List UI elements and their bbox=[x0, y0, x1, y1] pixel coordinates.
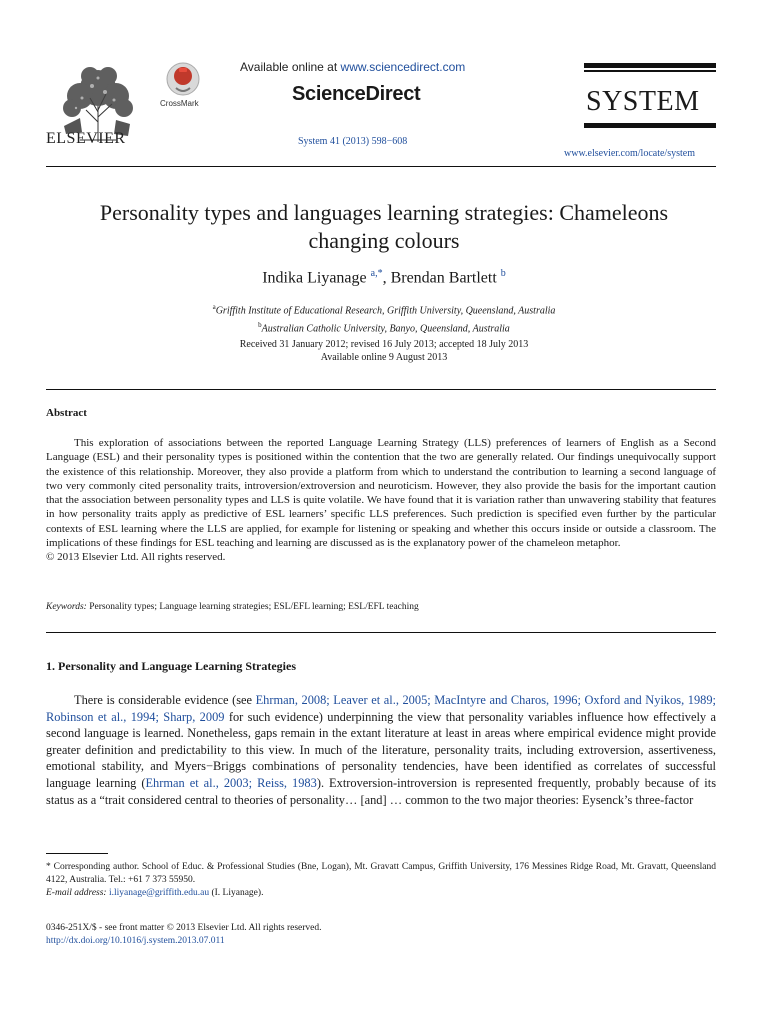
crossmark-icon[interactable] bbox=[166, 62, 200, 96]
article-title-line2: changing colours bbox=[308, 228, 460, 253]
email-label: E-mail address: bbox=[46, 888, 107, 898]
keywords-divider bbox=[46, 632, 716, 633]
crossmark-label: CrossMark bbox=[160, 99, 199, 108]
issn-line: 0346-251X/$ - see front matter © 2013 Elsevier Ltd. All rights reserved. bbox=[46, 923, 322, 933]
paragraph-text-2: for such evidence) underpinning the view that personality variables influence how effectively a second language is learned. Nonetheless, gaps remain in the extant literature at least in areas where empirical evidence might provide greater definition and predictability to this view. In much of the literature, personality traits, including extroversion, assertiveness, emotional stability, and Myers−Briggs combinations of personality tendencies, have been identified as correlates of successful language learning ( bbox=[46, 709, 716, 790]
journal-rule-bottom bbox=[584, 123, 716, 128]
journal-rule-top bbox=[584, 63, 716, 68]
author-1: Indika Liyanage bbox=[262, 269, 367, 287]
footnote-rule bbox=[46, 853, 108, 854]
email-suffix: (I. Liyanage). bbox=[209, 888, 264, 898]
author-2-affiliation-marker[interactable]: b bbox=[500, 268, 506, 279]
section-heading: 1. Personality and Language Learning Strategies bbox=[46, 659, 297, 673]
journal-title: SYSTEM bbox=[586, 86, 700, 117]
author-separator: , bbox=[382, 269, 391, 287]
affiliation-a-marker: a bbox=[212, 303, 216, 311]
affiliation-a-text: Griffith Institute of Educational Research, Griffith University, Queensland, Australia bbox=[215, 305, 556, 317]
email-link[interactable]: i.liyanage@griffith.edu.au bbox=[108, 888, 210, 898]
corresponding-author-note: * Corresponding author. School of Educ. & Professional Studies (Bne, Logan), Mt. Gravatt Campus, Griffith University, 176 Messines Ridge Road, Mt. Gravatt, Queensland 4122, Australia. Tel.: +61 7 373 55950. bbox=[46, 862, 716, 885]
footnote-block bbox=[46, 861, 716, 900]
affiliations bbox=[46, 300, 722, 337]
author-1-affiliation-marker[interactable]: a,* bbox=[370, 268, 383, 279]
affiliation-b bbox=[46, 318, 722, 336]
publisher-name: ELSEVIER bbox=[46, 130, 126, 147]
available-online-line bbox=[240, 60, 465, 74]
article-title bbox=[46, 199, 722, 255]
article-title-line1: Personality types and languages learning strategies: Chameleons bbox=[99, 200, 669, 225]
journal-citation-link[interactable]: System 41 (2013) 598−608 bbox=[298, 136, 408, 147]
abstract-body bbox=[46, 436, 716, 565]
received-dates: Received 31 January 2012; revised 16 July 2013; accepted 18 July 2013 bbox=[239, 339, 529, 350]
email-line bbox=[46, 887, 716, 900]
paragraph-text-3: ). Extroversion-introversion is represented frequently, probably because of its status as a “trait considered central to theories of personality… [and] … common to the two major theories: Eysenck’s three-factor bbox=[46, 775, 717, 807]
author-list bbox=[46, 268, 722, 287]
affiliation-a bbox=[46, 300, 722, 318]
doi-link[interactable]: http://dx.doi.org/10.1016/j.system.2013.07.011 bbox=[46, 936, 225, 946]
available-online-date: Available online 9 August 2013 bbox=[320, 352, 448, 363]
sciencedirect-wordmark: ScienceDirect bbox=[292, 83, 421, 105]
sciencedirect-link[interactable]: www.sciencedirect.com bbox=[340, 60, 466, 74]
citation-link-group-2[interactable]: Ehrman et al., 2003; Reiss, 1983 bbox=[145, 775, 317, 790]
abstract-divider bbox=[46, 389, 716, 390]
journal-rule-top-thin bbox=[584, 70, 716, 72]
paragraph-text-1: There is considerable evidence (see bbox=[74, 693, 256, 707]
abstract-copyright: © 2013 Elsevier Ltd. All rights reserved. bbox=[46, 551, 226, 564]
abstract-heading: Abstract bbox=[46, 407, 87, 419]
front-matter-info bbox=[46, 922, 322, 948]
keywords-line bbox=[46, 602, 716, 612]
affiliation-b-marker: b bbox=[258, 321, 262, 330]
keywords-label: Keywords: bbox=[46, 602, 87, 612]
abstract-text: This exploration of associations between the reported Language Learning Strategy (LLS) preferences of learners of English as a Second Language (ESL) and their personality types is positioned within the contention that the two are generally related. Our findings unequivocally support the existence of this relationship. Moreover, they also provide a platform from which to understand the contribution to learning a second language of two very commonly cited personality traits, introversion/extroversion and neuroticism. However, they also provide the basis for the important caution that the association between personality types and LLS is quite volatile. We have found that it is variation rather than unwavering stability that features in how personality traits apply as predictive of ESL learners’ specific LLS preferences. Such prediction is specified even further by the particular contexts of ESL learning where the LLS are applied, for example for listening or speaking and whether this occurs inside or outside a classroom. The implications of these findings for ESL teaching and learning are discussed as is the explanatory power of the chameleon metaphor. bbox=[46, 437, 716, 550]
keywords-list: Personality types; Language learning strategies; ESL/EFL learning; ESL/EFL teaching bbox=[89, 602, 419, 612]
header-divider bbox=[46, 166, 716, 167]
journal-homepage-link[interactable]: www.elsevier.com/locate/system bbox=[564, 148, 695, 159]
available-prefix: Available online at bbox=[240, 60, 341, 74]
article-history bbox=[46, 338, 722, 364]
author-2: Brendan Bartlett bbox=[390, 269, 497, 287]
affiliation-b-text: Australian Catholic University, Banyo, Queensland, Australia bbox=[261, 323, 510, 335]
section-paragraph bbox=[46, 692, 716, 808]
citation-link-group-1[interactable]: Ehrman, 2008; Leaver et al., 2005; MacIntyre and Charos, 1996; Oxford and Nyikos, 1989; Robinson et al., 1994; Sharp, 2009 bbox=[46, 693, 717, 724]
